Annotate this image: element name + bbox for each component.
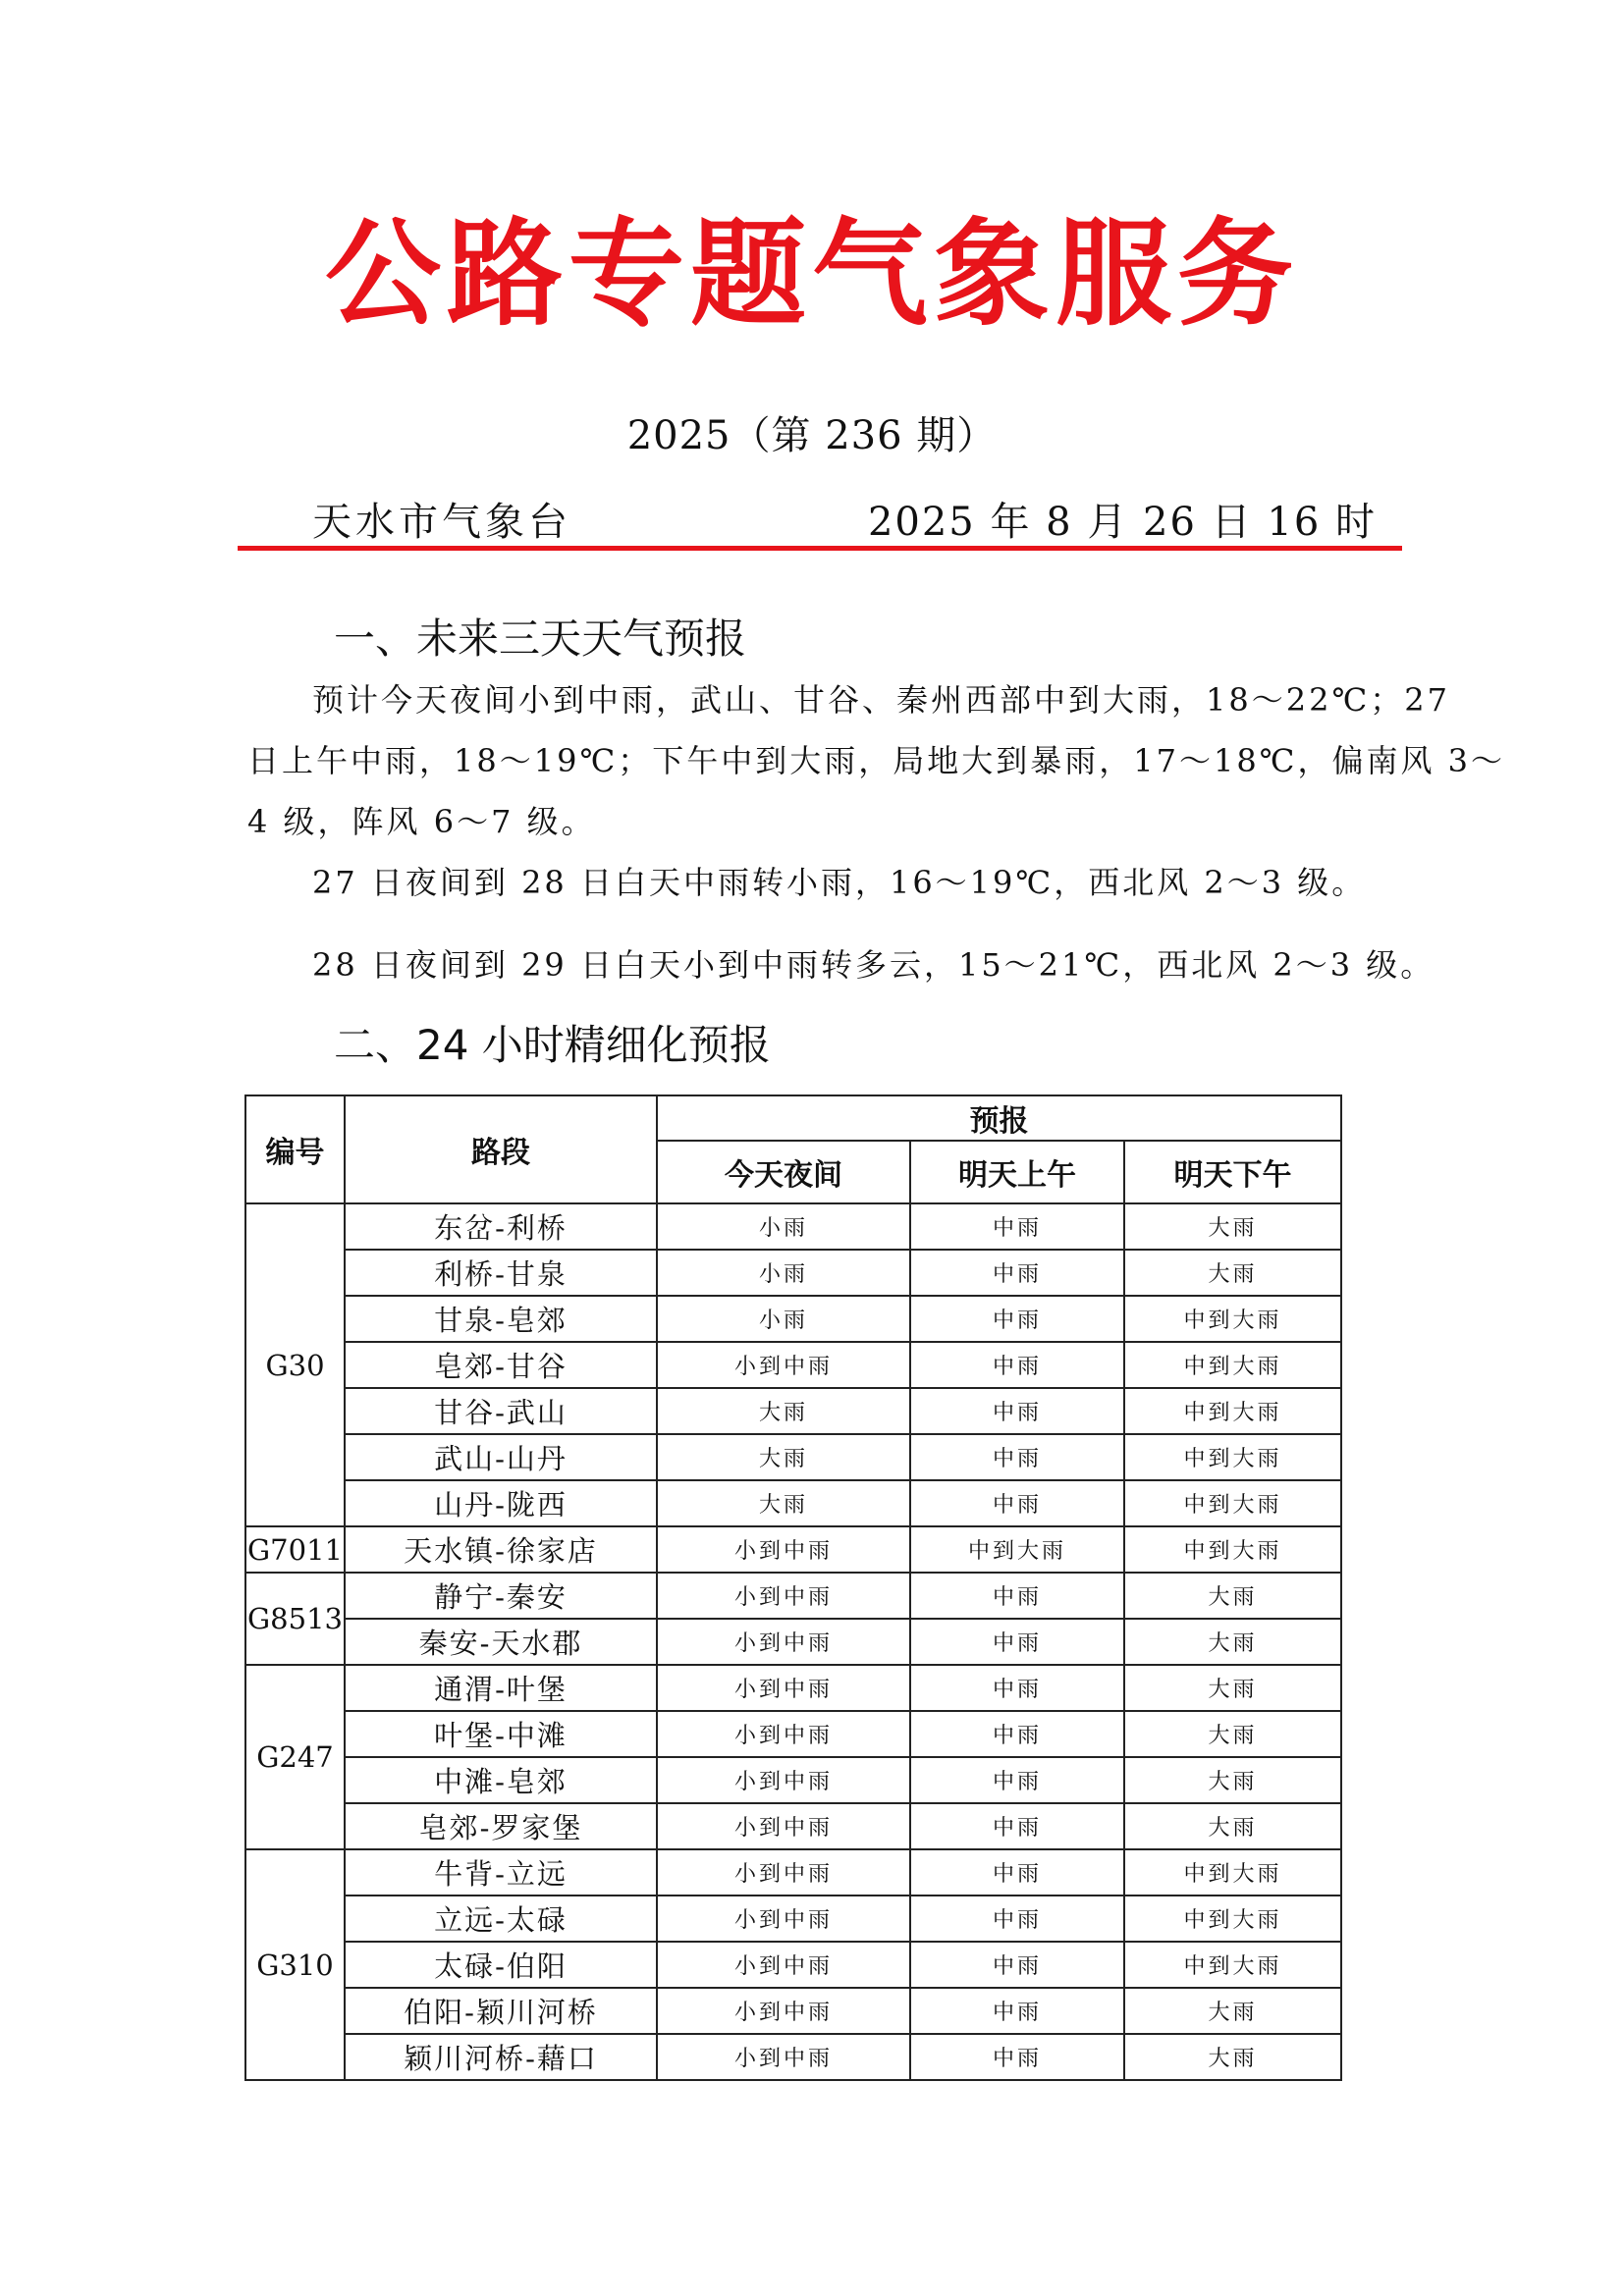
morning-weather-cell: 中雨 [910,1619,1124,1665]
morning-weather-cell: 中雨 [910,2034,1124,2080]
afternoon-weather-cell: 中到大雨 [1124,1480,1341,1526]
header-tonight: 今天夜间 [657,1141,910,1203]
morning-weather-cell: 中雨 [910,1573,1124,1619]
afternoon-weather-cell: 中到大雨 [1124,1942,1341,1988]
afternoon-weather-cell: 中到大雨 [1124,1342,1341,1388]
road-segment-cell: 武山-山丹 [345,1434,657,1480]
table-row [245,1665,1341,1711]
road-segment-cell: 通渭-叶堡 [345,1665,657,1711]
afternoon-weather-cell: 大雨 [1124,1757,1341,1803]
afternoon-weather-cell: 大雨 [1124,1711,1341,1757]
document-title: 公路专题气象服务 [324,206,1299,342]
tonight-weather-cell: 小到中雨 [657,1988,910,2034]
road-segment-cell: 秦安-天水郡 [345,1619,657,1665]
tonight-weather-cell: 大雨 [657,1480,910,1526]
afternoon-weather-cell: 中到大雨 [1124,1896,1341,1942]
tonight-weather-cell: 小到中雨 [657,1942,910,1988]
tonight-weather-cell: 小到中雨 [657,1526,910,1573]
table-row [245,1250,1341,1296]
section-heading-24h: 二、24 小时精细化预报 [334,1021,771,1069]
road-segment-cell: 甘泉-皂郊 [345,1296,657,1342]
morning-weather-cell: 中雨 [910,1942,1124,1988]
morning-weather-cell: 中雨 [910,1434,1124,1480]
road-segment-cell: 静宁-秦安 [345,1573,657,1619]
red-divider-line [238,546,1402,551]
table-row [245,1342,1341,1388]
morning-weather-cell: 中雨 [910,1480,1124,1526]
road-segment-cell: 立远-太碌 [345,1896,657,1942]
header-morning: 明天上午 [910,1141,1124,1203]
table-row [245,1942,1341,1988]
table-row [245,1480,1341,1526]
morning-weather-cell: 中雨 [910,1711,1124,1757]
tonight-weather-cell: 大雨 [657,1434,910,1480]
tonight-weather-cell: 小雨 [657,1296,910,1342]
road-segment-cell: 甘谷-武山 [345,1388,657,1434]
road-code-cell: G310 [245,1849,345,2080]
table-row [245,1757,1341,1803]
road-segment-cell: 皂郊-甘谷 [345,1342,657,1388]
issuing-organization: 天水市气象台 [312,500,571,545]
tonight-weather-cell: 小到中雨 [657,1896,910,1942]
header-segment: 路段 [345,1095,657,1203]
tonight-weather-cell: 小到中雨 [657,1665,910,1711]
road-segment-cell: 天水镇-徐家店 [345,1526,657,1573]
afternoon-weather-cell: 大雨 [1124,1619,1341,1665]
afternoon-weather-cell: 大雨 [1124,1803,1341,1849]
road-code-cell: G7011 [245,1526,345,1573]
road-segment-cell: 太碌-伯阳 [345,1942,657,1988]
tonight-weather-cell: 小到中雨 [657,1849,910,1896]
afternoon-weather-cell: 大雨 [1124,2034,1341,2080]
afternoon-weather-cell: 中到大雨 [1124,1434,1341,1480]
afternoon-weather-cell: 中到大雨 [1124,1388,1341,1434]
road-segment-cell: 牛背-立远 [345,1849,657,1896]
forecast-paragraph-line: 日上午中雨，18～19℃；下午中到大雨，局地大到暴雨，17～18℃，偏南风 3～ [247,742,1506,779]
tonight-weather-cell: 小雨 [657,1250,910,1296]
road-segment-cell: 东岔-利桥 [345,1203,657,1250]
road-segment-cell: 山丹-陇西 [345,1480,657,1526]
header-code: 编号 [245,1095,345,1203]
afternoon-weather-cell: 大雨 [1124,1203,1341,1250]
tonight-weather-cell: 小到中雨 [657,1342,910,1388]
morning-weather-cell: 中雨 [910,1757,1124,1803]
issue-number: 2025（第 236 期） [626,413,998,458]
section-heading-forecast: 一、未来三天天气预报 [334,614,747,663]
table-row [245,1711,1341,1757]
road-segment-cell: 利桥-甘泉 [345,1250,657,1296]
morning-weather-cell: 中雨 [910,1988,1124,2034]
road-forecast-table [244,1095,1342,2081]
table-row [245,1573,1341,1619]
road-segment-cell: 伯阳-颖川河桥 [345,1988,657,2034]
tonight-weather-cell: 小到中雨 [657,1803,910,1849]
tonight-weather-cell: 小到中雨 [657,2034,910,2080]
forecast-paragraph-day3: 28 日夜间到 29 日白天小到中雨转多云，15～21℃，西北风 2～3 级。 [312,946,1435,984]
morning-weather-cell: 中雨 [910,1849,1124,1896]
header-afternoon: 明天下午 [1124,1141,1341,1203]
morning-weather-cell: 中雨 [910,1296,1124,1342]
afternoon-weather-cell: 中到大雨 [1124,1296,1341,1342]
table-row [245,1296,1341,1342]
forecast-paragraph-day2: 27 日夜间到 28 日白天中雨转小雨，16～19℃，西北风 2～3 级。 [312,864,1367,901]
morning-weather-cell: 中雨 [910,1342,1124,1388]
table-row [245,1988,1341,2034]
morning-weather-cell: 中雨 [910,1896,1124,1942]
forecast-paragraph-line: 预计今天夜间小到中雨，武山、甘谷、秦州西部中到大雨，18～22℃；27 [312,681,1450,719]
road-segment-cell: 叶堡-中滩 [345,1711,657,1757]
table-row [245,1434,1341,1480]
morning-weather-cell: 中到大雨 [910,1526,1124,1573]
tonight-weather-cell: 大雨 [657,1388,910,1434]
table-row [245,2034,1341,2080]
table-row [245,1203,1341,1250]
table-row [245,1388,1341,1434]
morning-weather-cell: 中雨 [910,1250,1124,1296]
table-row [245,1896,1341,1942]
tonight-weather-cell: 小到中雨 [657,1757,910,1803]
afternoon-weather-cell: 大雨 [1124,1250,1341,1296]
tonight-weather-cell: 小到中雨 [657,1573,910,1619]
road-code-cell: G8513 [245,1573,345,1665]
header-forecast: 预报 [657,1095,1341,1141]
morning-weather-cell: 中雨 [910,1203,1124,1250]
table-row [245,1849,1341,1896]
table-row [245,1803,1341,1849]
table-row [245,1526,1341,1573]
tonight-weather-cell: 小到中雨 [657,1619,910,1665]
afternoon-weather-cell: 大雨 [1124,1665,1341,1711]
morning-weather-cell: 中雨 [910,1388,1124,1434]
issue-date: 2025 年 8 月 26 日 16 时 [867,500,1377,545]
afternoon-weather-cell: 大雨 [1124,1573,1341,1619]
tonight-weather-cell: 小到中雨 [657,1711,910,1757]
road-segment-cell: 颖川河桥-藉口 [345,2034,657,2080]
table-body [245,1203,1341,2080]
tonight-weather-cell: 小雨 [657,1203,910,1250]
afternoon-weather-cell: 中到大雨 [1124,1849,1341,1896]
afternoon-weather-cell: 中到大雨 [1124,1526,1341,1573]
morning-weather-cell: 中雨 [910,1803,1124,1849]
road-code-cell: G30 [245,1203,345,1526]
forecast-paragraph-line: 4 级，阵风 6～7 级。 [247,803,596,840]
road-code-cell: G247 [245,1665,345,1849]
road-segment-cell: 皂郊-罗家堡 [345,1803,657,1849]
afternoon-weather-cell: 大雨 [1124,1988,1341,2034]
morning-weather-cell: 中雨 [910,1665,1124,1711]
table-row [245,1619,1341,1665]
road-segment-cell: 中滩-皂郊 [345,1757,657,1803]
